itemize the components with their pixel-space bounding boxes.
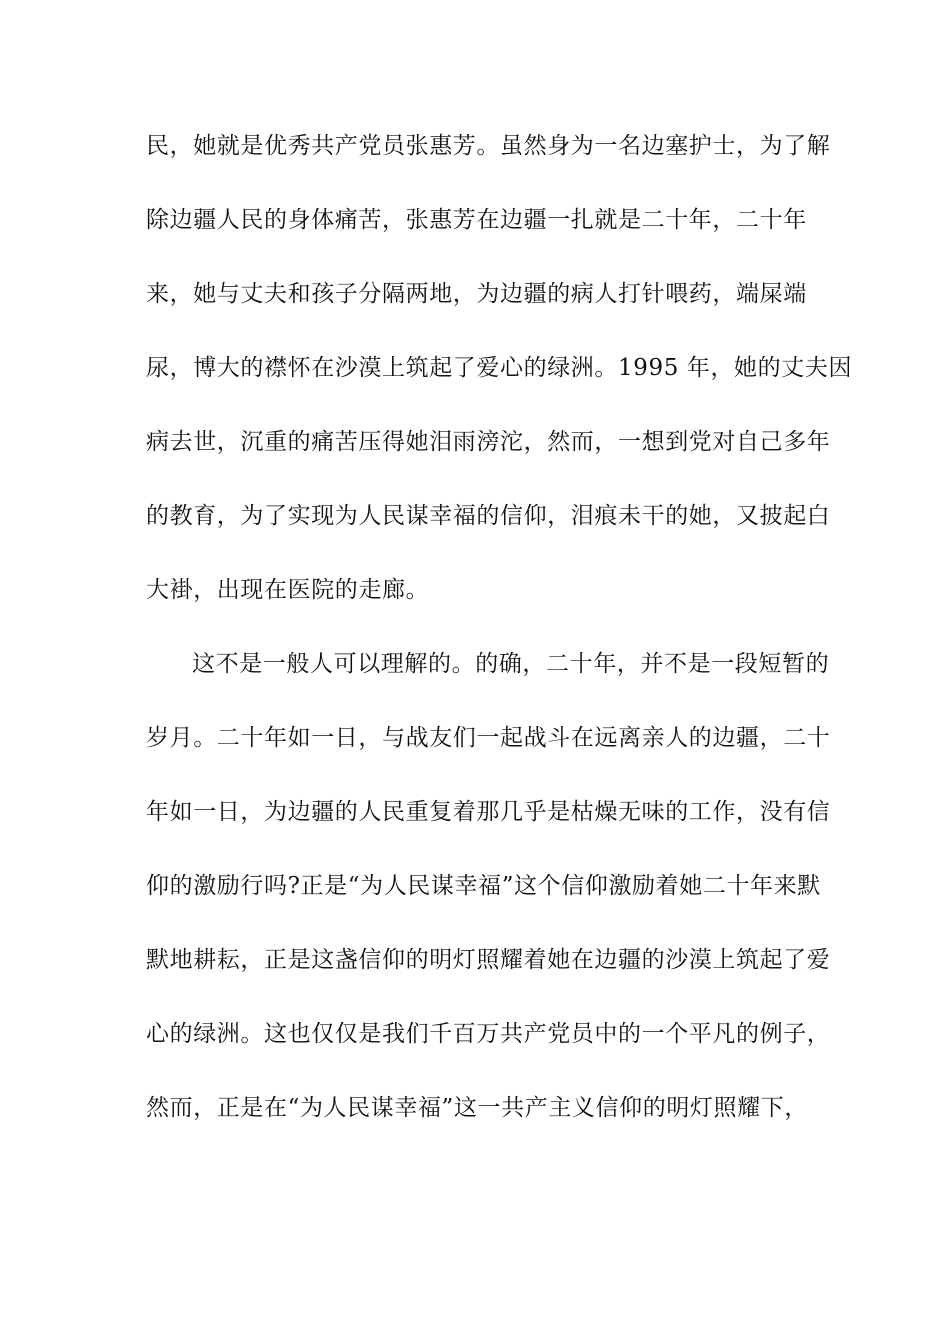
- body-text: [146, 126, 853, 1162]
- text-line: 来，她与丈夫和孩子分隔两地，为边疆的病人打针喂药，端屎端: [146, 281, 807, 307]
- text-line: 岁月。二十年如一日，与战友们一起战斗在远离亲人的边疆，二十: [146, 725, 831, 751]
- text-line: 病去世，沉重的痛苦压得她泪雨滂沱，然而，一想到党对自己多年: [146, 429, 831, 455]
- text-line: 尿，博大的襟怀在沙漠上筑起了爱心的绿洲。1995 年，她的丈夫因: [146, 355, 853, 381]
- text-line: 民，她就是优秀共产党员张惠芳。虽然身为一名边塞护士，为了解: [146, 133, 831, 159]
- paragraph-start-line: 这不是一般人可以理解的。的确，二十年，并不是一段短暂的: [192, 651, 830, 677]
- text-line: 大褂，出现在医院的走廊。: [146, 577, 430, 603]
- text-line: 然而，正是在“为人民谋幸福”这一共产主义信仰的明灯照耀下，: [146, 1095, 808, 1121]
- text-line: 心的绿洲。这也仅仅是我们千百万共产党员中的一个平凡的例子，: [146, 1021, 831, 1047]
- text-line: 的教育，为了实现为人民谋幸福的信仰，泪痕未干的她，又披起白: [146, 503, 831, 529]
- text-line: 默地耕耘，正是这盏信仰的明灯照耀着她在边疆的沙漠上筑起了爱: [146, 947, 831, 973]
- text-line: 除边疆人民的身体痛苦，张惠芳在边疆一扎就是二十年，二十年: [146, 207, 807, 233]
- text-line: 年如一日，为边疆的人民重复着那几乎是枯燥无味的工作，没有信: [146, 799, 831, 825]
- text-line: 仰的激励行吗?正是“为人民谋幸福”这个信仰激励着她二十年来默: [146, 873, 821, 899]
